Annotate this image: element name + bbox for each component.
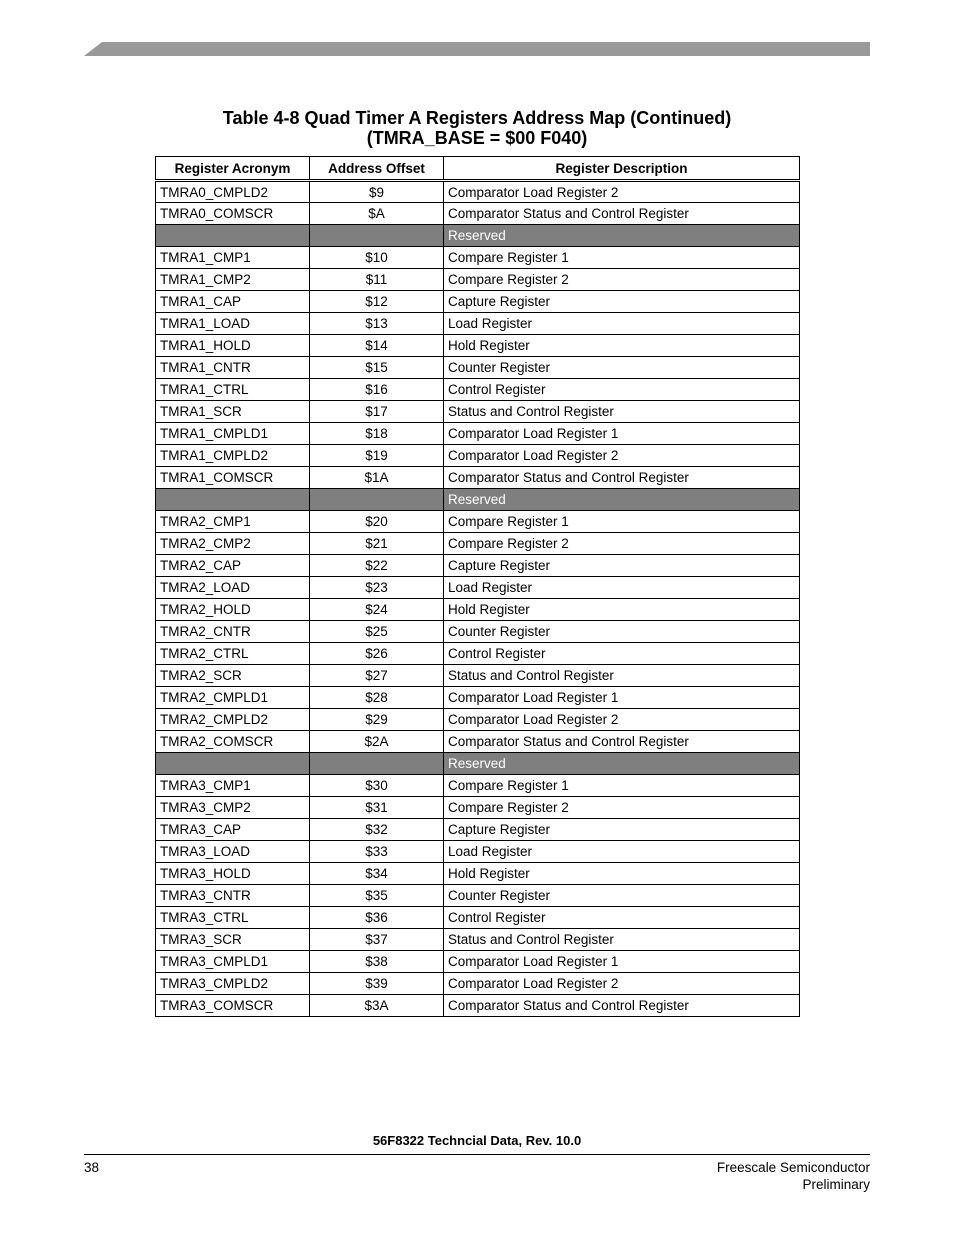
table-row (156, 731, 800, 753)
table-row (156, 269, 800, 291)
cell-offset (310, 753, 444, 775)
table-row (156, 599, 800, 621)
cell-acronym: TMRA3_HOLD (156, 863, 310, 885)
table-row (156, 885, 800, 907)
cell-description: Hold Register (444, 335, 800, 357)
cell-description: Compare Register 2 (444, 797, 800, 819)
cell-acronym: TMRA1_CTRL (156, 379, 310, 401)
cell-description: Capture Register (444, 819, 800, 841)
table-row (156, 401, 800, 423)
cell-acronym: TMRA1_CMP1 (156, 247, 310, 269)
cell-offset: $A (310, 203, 444, 225)
cell-description: Control Register (444, 379, 800, 401)
cell-description: Compare Register 1 (444, 511, 800, 533)
cell-description: Comparator Load Register 1 (444, 423, 800, 445)
cell-description: Control Register (444, 907, 800, 929)
table-title: Table 4-8 Quad Timer A Registers Address Map (Continued) (222, 108, 732, 128)
cell-offset (310, 225, 444, 247)
cell-acronym: TMRA2_CNTR (156, 621, 310, 643)
cell-acronym: TMRA1_CNTR (156, 357, 310, 379)
table-row (156, 357, 800, 379)
cell-offset: $25 (310, 621, 444, 643)
cell-acronym: TMRA3_CAP (156, 819, 310, 841)
cell-description: Comparator Load Register 2 (444, 973, 800, 995)
table-row (156, 929, 800, 951)
header-bar (84, 42, 870, 56)
cell-description: Comparator Load Register 2 (444, 181, 800, 203)
cell-acronym: TMRA2_SCR (156, 665, 310, 687)
cell-acronym: TMRA2_LOAD (156, 577, 310, 599)
table-row (156, 291, 800, 313)
cell-acronym: TMRA3_SCR (156, 929, 310, 951)
table-row (156, 797, 800, 819)
cell-description: Capture Register (444, 291, 800, 313)
cell-acronym: TMRA2_HOLD (156, 599, 310, 621)
cell-acronym: TMRA1_COMSCR (156, 467, 310, 489)
cell-description: Compare Register 2 (444, 533, 800, 555)
cell-acronym: TMRA2_CAP (156, 555, 310, 577)
table-row (156, 709, 800, 731)
column-header-offset: Address Offset (310, 157, 444, 181)
cell-acronym: TMRA1_CMPLD2 (156, 445, 310, 467)
cell-offset: $28 (310, 687, 444, 709)
cell-description: Counter Register (444, 885, 800, 907)
table-row (156, 203, 800, 225)
cell-offset: $20 (310, 511, 444, 533)
reserved-row (156, 753, 800, 775)
cell-acronym: TMRA2_CMPLD2 (156, 709, 310, 731)
cell-description: Reserved (444, 225, 800, 247)
cell-acronym: TMRA2_CTRL (156, 643, 310, 665)
cell-acronym (156, 489, 310, 511)
cell-offset: $24 (310, 599, 444, 621)
cell-offset: $19 (310, 445, 444, 467)
cell-description: Comparator Status and Control Register (444, 203, 800, 225)
column-header-acronym: Register Acronym (156, 157, 310, 181)
reserved-row (156, 225, 800, 247)
cell-offset: $29 (310, 709, 444, 731)
cell-acronym: TMRA0_CMPLD2 (156, 181, 310, 203)
cell-description: Status and Control Register (444, 665, 800, 687)
table-row (156, 907, 800, 929)
cell-description: Reserved (444, 489, 800, 511)
table-row (156, 533, 800, 555)
table-row (156, 775, 800, 797)
cell-description: Capture Register (444, 555, 800, 577)
table-row (156, 841, 800, 863)
cell-acronym: TMRA3_CMPLD2 (156, 973, 310, 995)
cell-description: Counter Register (444, 357, 800, 379)
table-row (156, 863, 800, 885)
cell-acronym: TMRA3_CMP2 (156, 797, 310, 819)
table-row (156, 687, 800, 709)
register-table (155, 156, 800, 1017)
cell-description: Load Register (444, 841, 800, 863)
table-row (156, 665, 800, 687)
cell-description: Load Register (444, 577, 800, 599)
cell-offset: $17 (310, 401, 444, 423)
cell-offset: $33 (310, 841, 444, 863)
cell-description: Comparator Load Register 1 (444, 951, 800, 973)
cell-offset: $14 (310, 335, 444, 357)
cell-acronym: TMRA3_LOAD (156, 841, 310, 863)
table-row (156, 445, 800, 467)
cell-offset: $32 (310, 819, 444, 841)
cell-description: Reserved (444, 753, 800, 775)
footer-doc-title: 56F8322 Techncial Data, Rev. 10.0 (372, 1133, 582, 1148)
cell-description: Load Register (444, 313, 800, 335)
cell-acronym: TMRA3_COMSCR (156, 995, 310, 1017)
cell-offset: $39 (310, 973, 444, 995)
cell-acronym: TMRA1_CAP (156, 291, 310, 313)
table-row (156, 379, 800, 401)
company-name: Freescale Semiconductor (716, 1160, 870, 1175)
cell-offset: $37 (310, 929, 444, 951)
cell-offset: $2A (310, 731, 444, 753)
table-row (156, 973, 800, 995)
table-row (156, 819, 800, 841)
table-row (156, 181, 800, 203)
cell-acronym: TMRA1_SCR (156, 401, 310, 423)
cell-description: Comparator Load Register 1 (444, 687, 800, 709)
table-row (156, 467, 800, 489)
table-row (156, 951, 800, 973)
cell-offset: $1A (310, 467, 444, 489)
cell-description: Comparator Status and Control Register (444, 467, 800, 489)
cell-offset (310, 489, 444, 511)
cell-offset: $9 (310, 181, 444, 203)
cell-offset: $12 (310, 291, 444, 313)
cell-description: Status and Control Register (444, 401, 800, 423)
table-row (156, 247, 800, 269)
cell-offset: $31 (310, 797, 444, 819)
cell-acronym: TMRA2_COMSCR (156, 731, 310, 753)
document-status: Preliminary (802, 1177, 870, 1192)
cell-description: Hold Register (444, 599, 800, 621)
cell-offset: $18 (310, 423, 444, 445)
reserved-row (156, 489, 800, 511)
cell-acronym: TMRA2_CMP2 (156, 533, 310, 555)
cell-acronym: TMRA3_CNTR (156, 885, 310, 907)
cell-description: Compare Register 1 (444, 247, 800, 269)
footer-divider (84, 1154, 870, 1155)
cell-offset: $16 (310, 379, 444, 401)
cell-description: Comparator Load Register 2 (444, 709, 800, 731)
table-row (156, 423, 800, 445)
cell-description: Compare Register 1 (444, 775, 800, 797)
cell-acronym (156, 753, 310, 775)
table-row (156, 577, 800, 599)
header-bar-graphic (84, 42, 870, 56)
table-row (156, 643, 800, 665)
cell-acronym: TMRA1_CMPLD1 (156, 423, 310, 445)
cell-offset: $35 (310, 885, 444, 907)
cell-acronym: TMRA0_COMSCR (156, 203, 310, 225)
cell-offset: $22 (310, 555, 444, 577)
cell-description: Control Register (444, 643, 800, 665)
cell-offset: $36 (310, 907, 444, 929)
table-row (156, 335, 800, 357)
table-row (156, 995, 800, 1017)
table-header-row (156, 157, 800, 181)
cell-acronym: TMRA2_CMP1 (156, 511, 310, 533)
cell-acronym: TMRA3_CMPLD1 (156, 951, 310, 973)
cell-acronym: TMRA1_LOAD (156, 313, 310, 335)
table-subtitle: (TMRA_BASE = $00 F040) (366, 128, 588, 148)
page-number: 38 (84, 1160, 100, 1175)
cell-description: Comparator Load Register 2 (444, 445, 800, 467)
cell-description: Counter Register (444, 621, 800, 643)
cell-offset: $3A (310, 995, 444, 1017)
table-row (156, 511, 800, 533)
cell-offset: $13 (310, 313, 444, 335)
cell-offset: $15 (310, 357, 444, 379)
cell-offset: $27 (310, 665, 444, 687)
table-row (156, 621, 800, 643)
cell-description: Status and Control Register (444, 929, 800, 951)
table-body (156, 181, 800, 1017)
cell-offset: $21 (310, 533, 444, 555)
cell-acronym: TMRA1_HOLD (156, 335, 310, 357)
table-row (156, 555, 800, 577)
cell-description: Comparator Status and Control Register (444, 731, 800, 753)
cell-acronym (156, 225, 310, 247)
cell-description: Hold Register (444, 863, 800, 885)
cell-offset: $23 (310, 577, 444, 599)
cell-acronym: TMRA2_CMPLD1 (156, 687, 310, 709)
column-header-description: Register Description (444, 157, 800, 181)
cell-offset: $30 (310, 775, 444, 797)
cell-offset: $26 (310, 643, 444, 665)
cell-description: Comparator Status and Control Register (444, 995, 800, 1017)
cell-offset: $10 (310, 247, 444, 269)
cell-offset: $38 (310, 951, 444, 973)
cell-acronym: TMRA3_CTRL (156, 907, 310, 929)
cell-offset: $34 (310, 863, 444, 885)
cell-acronym: TMRA1_CMP2 (156, 269, 310, 291)
cell-description: Compare Register 2 (444, 269, 800, 291)
cell-offset: $11 (310, 269, 444, 291)
cell-acronym: TMRA3_CMP1 (156, 775, 310, 797)
table-row (156, 313, 800, 335)
